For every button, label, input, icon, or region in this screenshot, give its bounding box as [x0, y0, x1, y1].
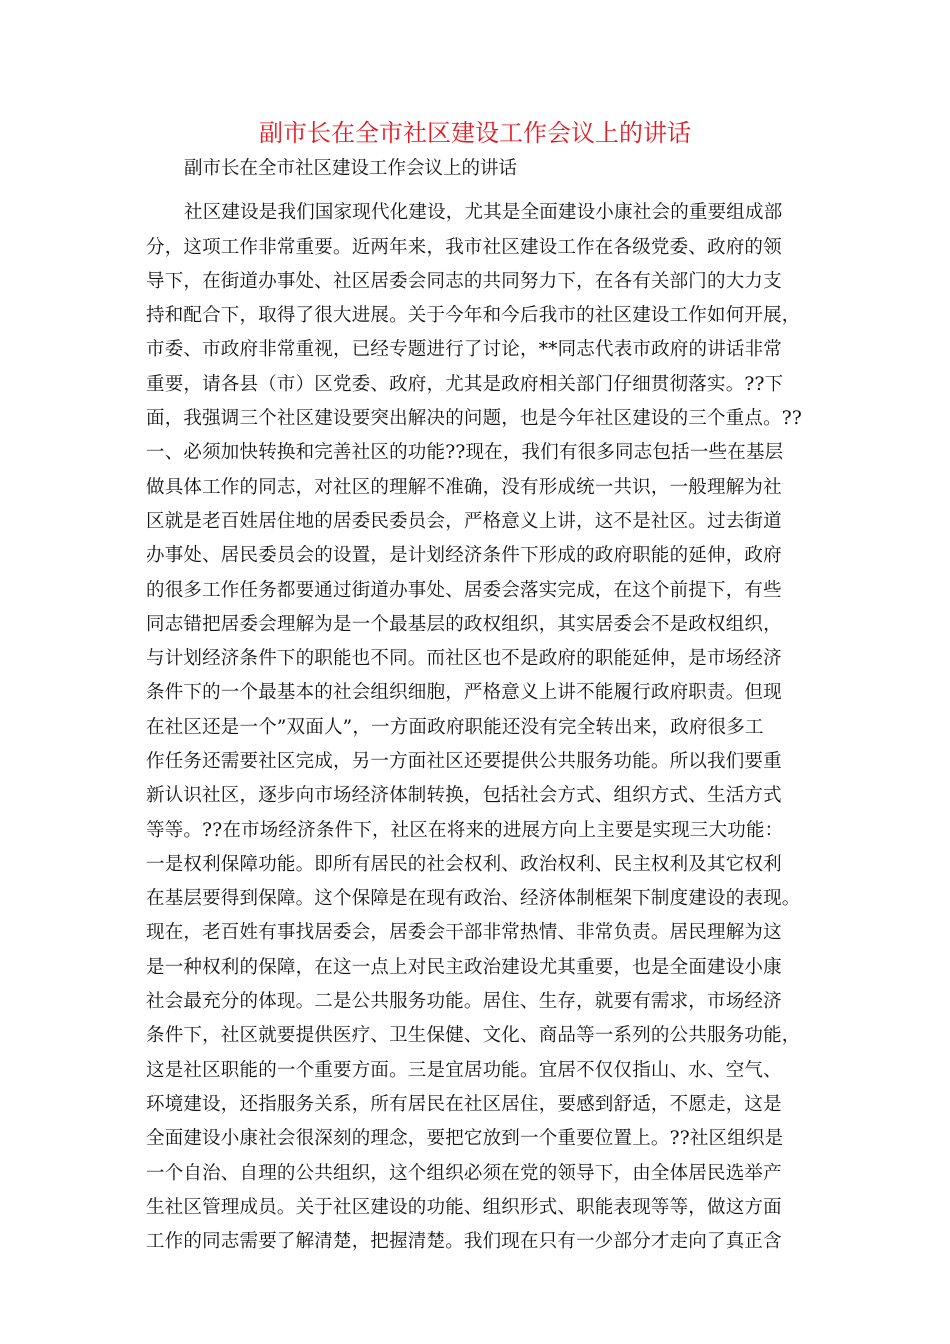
body-text-line: 条件下的一个最基本的社会组织细胞，严格意义上讲不能履行政府职责。但现 [146, 682, 782, 703]
document-subtitle: 副市长在全市社区建设工作会议上的讲话 [184, 158, 518, 179]
body-text-line: 导下，在街道办事处、社区居委会同志的共同努力下，在各有关部门的大力支 [146, 271, 782, 292]
body-text-line: 一、必须加快转换和完善社区的功能??现在，我们有很多同志包括一些在基层 [146, 442, 784, 463]
body-text-line: 这是社区职能的一个重要方面。三是宜居功能。宜居不仅仅指山、水、空气、 [146, 1060, 782, 1081]
body-text-line: 市委、市政府非常重视，已经专题进行了讨论，**同志代表市政府的讲话非常 [146, 339, 783, 360]
body-text-line: 环境建设，还指服务关系，所有居民在社区居住，要感到舒适，不愿走，这是 [146, 1094, 782, 1115]
body-text-line: 在社区还是一个”双面人”，一方面政府职能还没有完全转出来，政府很多工 [146, 717, 764, 738]
body-text-line: 的很多工作任务都要通过街道办事处、居委会落实完成，在这个前提下，有些 [146, 580, 782, 601]
body-text-line: 办事处、居民委员会的设置，是计划经济条件下形成的政府职能的延伸，政府 [146, 545, 782, 566]
body-text-line: 重要，请各县（市）区党委、政府，尤其是政府相关部门仔细贯彻落实。??下 [146, 374, 784, 395]
body-text-line: 做具体工作的同志，对社区的理解不准确，没有形成统一共识，一般理解为社 [146, 477, 782, 498]
body-text-line: 是一种权利的保障，在这一点上对民主政治建设尤其重要，也是全面建设小康 [146, 957, 782, 978]
body-text-line: 等等。??在市场经济条件下，社区在将来的进展方向上主要是实现三大功能： [146, 820, 784, 841]
body-text-line: 面，我强调三个社区建设要突出解决的问题，也是今年社区建设的三个重点。?? [146, 408, 803, 429]
body-text-line: 作任务还需要社区完成，另一方面社区还要提供公共服务功能。所以我们要重 [146, 751, 782, 772]
body-text-line: 持和配合下，取得了很大进展。关于今年和今后我市的社区建设工作如何开展， [146, 305, 801, 326]
body-text-line: 社区建设是我们国家现代化建设，尤其是全面建设小康社会的重要组成部 [184, 202, 783, 223]
body-text-line: 一是权利保障功能。即所有居民的社会权利、政治权利、民主权利及其它权利 [146, 854, 782, 875]
body-text-line: 与计划经济条件下的职能也不同。而社区也不是政府的职能延伸，是市场经济 [146, 648, 782, 669]
body-text-line: 现在，老百姓有事找居委会，居委会干部非常热情、非常负责。居民理解为这 [146, 922, 782, 943]
body-text-line: 社会最充分的体现。二是公共服务功能。居住、生存，就要有需求，市场经济 [146, 991, 782, 1012]
body-text-line: 条件下，社区就要提供医疗、卫生保健、文化、商品等一系列的公共服务功能， [146, 1025, 801, 1046]
body-text-line: 工作的同志需要了解清楚，把握清楚。我们现在只有一少部分才走向了真正含 [146, 1231, 782, 1252]
body-text-line: 生社区管理成员。关于社区建设的功能、组织形式、职能表现等等，做这方面 [146, 1197, 782, 1218]
body-text-line: 分，这项工作非常重要。近两年来，我市社区建设工作在各级党委、政府的领 [146, 237, 782, 258]
body-text-line: 同志错把居委会理解为是一个最基层的政权组织，其实居委会不是政权组织， [146, 614, 782, 635]
body-text-line: 区就是老百姓居住地的居委民委员会，严格意义上讲，这不是社区。过去街道 [146, 511, 782, 532]
document-title: 副市长在全市社区建设工作会议上的讲话 [259, 119, 691, 147]
body-text-line: 全面建设小康社会很深刻的理念，要把它放到一个重要位置上。??社区组织是 [146, 1128, 784, 1149]
body-text-line: 在基层要得到保障。这个保障是在现有政治、经济体制框架下制度建设的表现。 [146, 888, 801, 909]
body-text-line: 一个自治、自理的公共组织，这个组织必须在党的领导下，由全体居民选举产 [146, 1163, 782, 1184]
body-text-line: 新认识社区，逐步向市场经济体制转换，包括社会方式、组织方式、生活方式 [146, 785, 782, 806]
